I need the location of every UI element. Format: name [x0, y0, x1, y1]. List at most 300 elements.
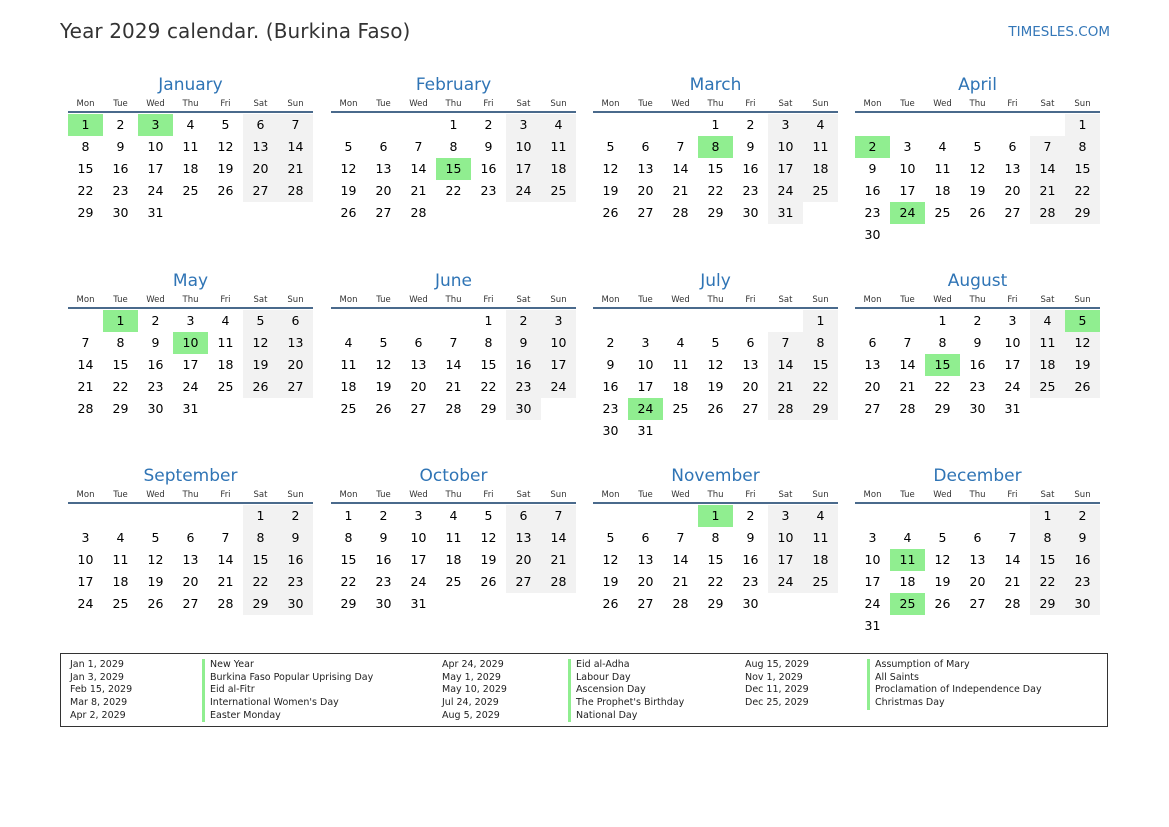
day-cell: 11 — [803, 136, 838, 158]
day-cell: 7 — [221, 530, 230, 545]
day-cell: 6 — [1008, 139, 1017, 154]
holiday-day-cell: 25 — [890, 593, 925, 615]
month-name: July — [700, 271, 731, 291]
month-june — [331, 269, 576, 420]
day-cell: 12 — [969, 161, 986, 176]
empty-cell — [366, 310, 401, 332]
legend-date: Aug 15, 2029 — [745, 659, 809, 670]
day-cell: 19 — [602, 574, 619, 589]
day-cell: 22 — [1065, 180, 1100, 202]
day-cell: 2 — [484, 117, 493, 132]
day-cell: 14 — [672, 161, 689, 176]
legend-date: Dec 25, 2029 — [745, 697, 809, 709]
empty-cell — [663, 505, 698, 527]
weekday-label: Sat — [253, 99, 268, 109]
empty-cell — [593, 310, 628, 332]
day-cell: 8 — [484, 335, 493, 350]
weekday-label: Thu — [445, 295, 462, 305]
day-cell: 10 — [768, 527, 803, 549]
weekday-label: Fri — [745, 490, 756, 500]
day-cell: 9 — [868, 161, 877, 176]
holiday-day-cell: 3 — [138, 114, 173, 136]
empty-cell — [628, 505, 663, 527]
day-cell: 5 — [711, 335, 720, 350]
day-cell: 20 — [375, 183, 392, 198]
day-cell: 23 — [1065, 571, 1100, 593]
day-cell: 3 — [506, 114, 541, 136]
day-cell: 19 — [480, 552, 497, 567]
day-cell: 27 — [506, 571, 541, 593]
day-cell: 11 — [541, 136, 576, 158]
weekday-label: Thu — [182, 490, 199, 500]
legend-names — [568, 659, 684, 722]
weekday-label: Thu — [707, 99, 724, 109]
holiday-day-cell: 5 — [1065, 310, 1100, 332]
day-cell: 16 — [506, 354, 541, 376]
day-cell: 27 — [278, 376, 313, 398]
day-cell: 24 — [768, 180, 803, 202]
day-grid — [593, 114, 838, 224]
day-cell: 19 — [934, 574, 951, 589]
empty-cell — [733, 310, 768, 332]
day-cell: 19 — [340, 183, 357, 198]
day-cell: 19 — [217, 161, 234, 176]
weekday-label: Tue — [638, 99, 653, 109]
day-cell: 24 — [147, 183, 164, 198]
day-cell: 25 — [112, 596, 129, 611]
month-september — [68, 464, 313, 615]
day-cell: 26 — [1065, 376, 1100, 398]
empty-cell — [663, 310, 698, 332]
day-cell: 20 — [637, 574, 654, 589]
empty-cell — [593, 505, 628, 527]
day-cell: 30 — [375, 596, 392, 611]
month-name: April — [958, 75, 997, 95]
weekday-label: Mon — [76, 295, 95, 305]
day-cell: 23 — [969, 379, 986, 394]
weekday-label: Tue — [113, 99, 128, 109]
empty-cell — [995, 114, 1030, 136]
weekday-header — [68, 488, 313, 504]
weekday-label: Mon — [601, 295, 620, 305]
weekday-label: Thu — [445, 99, 462, 109]
legend-date: May 1, 2029 — [442, 671, 501, 683]
empty-cell — [925, 505, 960, 527]
day-cell: 22 — [445, 183, 462, 198]
day-cell: 8 — [344, 530, 353, 545]
holiday-day-cell: 1 — [68, 114, 103, 136]
weekday-label: Wed — [933, 490, 952, 500]
holiday-day-cell: 2 — [855, 136, 890, 158]
day-cell: 15 — [707, 161, 724, 176]
day-cell: 21 — [278, 158, 313, 180]
weekday-label: Sun — [1074, 490, 1091, 500]
day-cell: 8 — [116, 335, 125, 350]
day-cell: 19 — [707, 379, 724, 394]
day-cell: 4 — [803, 114, 838, 136]
weekday-label: Mon — [863, 295, 882, 305]
legend-holiday-name: All Saints — [867, 672, 1042, 685]
day-cell: 3 — [903, 139, 912, 154]
day-cell: 1 — [243, 505, 278, 527]
weekday-label: Fri — [483, 99, 494, 109]
weekday-label: Mon — [76, 490, 95, 500]
day-cell: 15 — [480, 357, 497, 372]
empty-cell — [68, 505, 103, 527]
day-grid — [855, 114, 1100, 246]
day-cell: 30 — [1065, 593, 1100, 615]
weekday-header — [331, 293, 576, 309]
weekday-label: Mon — [339, 295, 358, 305]
day-cell: 2 — [278, 505, 313, 527]
day-cell: 24 — [1004, 379, 1021, 394]
day-cell: 10 — [147, 139, 164, 154]
day-cell: 28 — [278, 180, 313, 202]
day-cell: 27 — [1004, 205, 1021, 220]
day-cell: 2 — [506, 310, 541, 332]
month-may — [68, 269, 313, 420]
day-cell: 14 — [278, 136, 313, 158]
day-cell: 5 — [221, 117, 230, 132]
day-cell: 15 — [112, 357, 129, 372]
empty-cell — [208, 505, 243, 527]
day-cell: 3 — [541, 310, 576, 332]
day-cell: 20 — [637, 183, 654, 198]
day-cell: 17 — [77, 574, 94, 589]
day-cell: 16 — [375, 552, 392, 567]
day-cell: 17 — [182, 357, 199, 372]
site-link[interactable]: TIMESLES.COM — [1008, 24, 1110, 40]
month-name: September — [143, 466, 238, 486]
day-cell: 23 — [742, 574, 759, 589]
day-cell: 3 — [81, 530, 90, 545]
day-cell: 4 — [186, 117, 195, 132]
day-cell: 21 — [768, 376, 803, 398]
day-cell: 10 — [506, 136, 541, 158]
weekday-label: Wed — [671, 295, 690, 305]
day-cell: 4 — [449, 508, 458, 523]
day-cell: 25 — [803, 180, 838, 202]
day-cell: 18 — [672, 379, 689, 394]
day-cell: 9 — [278, 527, 313, 549]
day-cell: 3 — [868, 530, 877, 545]
holiday-day-cell: 11 — [890, 549, 925, 571]
weekday-label: Thu — [445, 490, 462, 500]
day-cell: 19 — [602, 183, 619, 198]
day-cell: 20 — [410, 379, 427, 394]
day-cell: 6 — [746, 335, 755, 350]
day-cell: 16 — [969, 357, 986, 372]
day-cell: 29 — [340, 596, 357, 611]
day-cell: 23 — [112, 183, 129, 198]
day-cell: 21 — [1004, 574, 1021, 589]
day-cell: 25 — [803, 571, 838, 593]
day-cell: 13 — [278, 332, 313, 354]
holiday-day-cell: 1 — [698, 505, 733, 527]
day-cell: 22 — [112, 379, 129, 394]
day-cell: 7 — [414, 139, 423, 154]
day-cell: 21 — [1030, 180, 1065, 202]
day-cell: 16 — [112, 161, 129, 176]
day-cell: 12 — [602, 161, 619, 176]
holiday-day-cell: 15 — [925, 354, 960, 376]
day-cell: 15 — [803, 354, 838, 376]
day-cell: 7 — [81, 335, 90, 350]
day-grid — [855, 505, 1100, 637]
day-cell: 21 — [899, 379, 916, 394]
day-cell: 29 — [1030, 593, 1065, 615]
day-cell: 17 — [637, 379, 654, 394]
day-cell: 11 — [1030, 332, 1065, 354]
month-name: March — [689, 75, 742, 95]
weekday-label: Fri — [483, 295, 494, 305]
month-december — [855, 464, 1100, 637]
day-cell: 26 — [934, 596, 951, 611]
day-cell: 2 — [151, 313, 160, 328]
day-cell: 23 — [864, 205, 881, 220]
day-cell: 29 — [707, 205, 724, 220]
weekday-label: Tue — [376, 490, 391, 500]
day-cell: 12 — [934, 552, 951, 567]
day-cell: 27 — [182, 596, 199, 611]
empty-cell — [995, 505, 1030, 527]
day-cell: 2 — [746, 117, 755, 132]
day-grid — [68, 310, 313, 420]
day-cell: 25 — [445, 574, 462, 589]
weekday-label: Sun — [287, 99, 304, 109]
legend-holiday-name: Eid al-Fitr — [202, 684, 373, 697]
day-cell: 15 — [1065, 158, 1100, 180]
day-cell: 18 — [541, 158, 576, 180]
day-cell: 22 — [340, 574, 357, 589]
day-cell: 25 — [672, 401, 689, 416]
day-cell: 20 — [1004, 183, 1021, 198]
weekday-label: Sun — [287, 295, 304, 305]
day-cell: 10 — [410, 530, 427, 545]
day-cell: 2 — [746, 508, 755, 523]
day-cell: 30 — [506, 398, 541, 420]
empty-cell — [628, 114, 663, 136]
weekday-label: Thu — [969, 99, 986, 109]
weekday-label: Wed — [671, 490, 690, 500]
weekday-header — [331, 97, 576, 113]
weekday-label: Thu — [182, 99, 199, 109]
legend-date: Aug 5, 2029 — [442, 709, 500, 721]
month-january — [68, 73, 313, 224]
weekday-label: Wed — [671, 99, 690, 109]
day-cell: 28 — [77, 401, 94, 416]
day-cell: 22 — [480, 379, 497, 394]
empty-cell — [890, 505, 925, 527]
day-grid — [68, 114, 313, 224]
weekday-label: Mon — [601, 99, 620, 109]
day-cell: 26 — [147, 596, 164, 611]
day-cell: 13 — [375, 161, 392, 176]
day-cell: 7 — [676, 530, 685, 545]
day-cell: 7 — [768, 332, 803, 354]
day-cell: 13 — [243, 136, 278, 158]
day-cell: 26 — [340, 205, 357, 220]
day-cell: 24 — [506, 180, 541, 202]
day-cell: 6 — [506, 505, 541, 527]
day-cell: 8 — [803, 332, 838, 354]
day-cell: 9 — [484, 139, 493, 154]
day-cell: 14 — [77, 357, 94, 372]
month-november — [593, 464, 838, 615]
day-cell: 5 — [484, 508, 493, 523]
day-cell: 25 — [182, 183, 199, 198]
weekday-label: Mon — [339, 99, 358, 109]
day-cell: 9 — [151, 335, 160, 350]
legend-dates — [70, 659, 132, 722]
day-cell: 12 — [243, 332, 278, 354]
empty-cell — [855, 114, 890, 136]
weekday-label: Tue — [900, 295, 915, 305]
weekday-label: Sat — [1040, 295, 1055, 305]
page-title: Year 2029 calendar. (Burkina Faso) — [60, 19, 411, 43]
weekday-label: Tue — [900, 490, 915, 500]
legend-holiday-name: The Prophet's Birthday — [568, 697, 684, 710]
legend-dates — [442, 659, 507, 722]
weekday-label: Tue — [376, 295, 391, 305]
day-cell: 21 — [541, 549, 576, 571]
day-cell: 13 — [182, 552, 199, 567]
day-cell: 1 — [484, 313, 493, 328]
day-cell: 12 — [375, 357, 392, 372]
weekday-header — [331, 488, 576, 504]
day-cell: 7 — [1030, 136, 1065, 158]
legend-date: May 10, 2029 — [442, 684, 507, 696]
day-cell: 2 — [973, 313, 982, 328]
weekday-label: Tue — [376, 99, 391, 109]
day-cell: 17 — [899, 183, 916, 198]
day-cell: 22 — [77, 183, 94, 198]
day-cell: 3 — [414, 508, 423, 523]
day-cell: 10 — [77, 552, 94, 567]
weekday-label: Fri — [1007, 99, 1018, 109]
empty-cell — [960, 114, 995, 136]
day-cell: 4 — [676, 335, 685, 350]
month-name: June — [434, 271, 473, 291]
weekday-label: Sat — [1040, 490, 1055, 500]
day-cell: 17 — [864, 574, 881, 589]
day-cell: 13 — [637, 552, 654, 567]
day-cell: 1 — [803, 310, 838, 332]
day-cell: 23 — [742, 183, 759, 198]
day-cell: 4 — [1030, 310, 1065, 332]
legend-holiday-name: Proclamation of Independence Day — [867, 684, 1042, 697]
day-cell: 16 — [742, 161, 759, 176]
weekday-label: Fri — [220, 295, 231, 305]
day-cell: 15 — [707, 552, 724, 567]
weekday-label: Mon — [339, 490, 358, 500]
month-april — [855, 73, 1100, 246]
day-cell: 9 — [973, 335, 982, 350]
day-cell: 10 — [899, 161, 916, 176]
day-cell: 26 — [602, 596, 619, 611]
empty-cell — [103, 505, 138, 527]
weekday-label: Wed — [933, 99, 952, 109]
weekday-label: Wed — [146, 295, 165, 305]
day-cell: 26 — [375, 401, 392, 416]
legend-holiday-name: Assumption of Mary — [867, 659, 1042, 672]
day-cell: 6 — [186, 530, 195, 545]
day-grid — [331, 114, 576, 224]
legend-date: Feb 15, 2029 — [70, 684, 133, 696]
day-cell: 3 — [768, 505, 803, 527]
day-cell: 5 — [606, 139, 615, 154]
day-cell: 11 — [182, 139, 199, 154]
day-cell: 9 — [746, 530, 755, 545]
day-cell: 20 — [182, 574, 199, 589]
day-cell: 28 — [217, 596, 234, 611]
day-cell: 10 — [541, 332, 576, 354]
day-cell: 13 — [742, 357, 759, 372]
day-cell: 26 — [480, 574, 497, 589]
day-cell: 22 — [1030, 571, 1065, 593]
empty-cell — [1030, 114, 1065, 136]
day-cell: 17 — [506, 158, 541, 180]
weekday-label: Sat — [253, 295, 268, 305]
weekday-label: Fri — [220, 99, 231, 109]
day-cell: 18 — [340, 379, 357, 394]
day-cell: 27 — [410, 401, 427, 416]
day-cell: 18 — [1030, 354, 1065, 376]
empty-cell — [890, 114, 925, 136]
day-cell: 2 — [379, 508, 388, 523]
day-cell: 23 — [278, 571, 313, 593]
empty-cell — [331, 114, 366, 136]
day-cell: 16 — [742, 552, 759, 567]
day-cell: 14 — [672, 552, 689, 567]
weekday-label: Wed — [933, 295, 952, 305]
day-cell: 16 — [147, 357, 164, 372]
day-cell: 14 — [541, 527, 576, 549]
weekday-label: Tue — [638, 295, 653, 305]
day-cell: 12 — [602, 552, 619, 567]
day-cell: 5 — [973, 139, 982, 154]
weekday-header — [593, 488, 838, 504]
day-cell: 9 — [506, 332, 541, 354]
day-cell: 21 — [672, 574, 689, 589]
day-cell: 17 — [410, 552, 427, 567]
day-cell: 9 — [1065, 527, 1100, 549]
day-cell: 26 — [243, 376, 278, 398]
day-cell: 16 — [864, 183, 881, 198]
empty-cell — [366, 114, 401, 136]
day-cell: 2 — [606, 335, 615, 350]
day-cell: 1 — [1030, 505, 1065, 527]
weekday-label: Thu — [969, 490, 986, 500]
day-cell: 23 — [602, 401, 619, 416]
empty-cell — [890, 310, 925, 332]
weekday-label: Sat — [516, 295, 531, 305]
day-cell: 20 — [742, 379, 759, 394]
day-cell: 25 — [1030, 376, 1065, 398]
weekday-label: Thu — [707, 490, 724, 500]
holiday-legend — [60, 653, 1108, 727]
legend-date: Nov 1, 2029 — [745, 671, 803, 683]
day-cell: 31 — [864, 618, 881, 633]
empty-cell — [960, 505, 995, 527]
day-cell: 15 — [77, 161, 94, 176]
day-cell: 13 — [637, 161, 654, 176]
day-cell: 13 — [1004, 161, 1021, 176]
day-cell: 28 — [1030, 202, 1065, 224]
day-cell: 4 — [803, 505, 838, 527]
month-july — [593, 269, 838, 442]
legend-date: Jul 24, 2029 — [442, 697, 499, 709]
